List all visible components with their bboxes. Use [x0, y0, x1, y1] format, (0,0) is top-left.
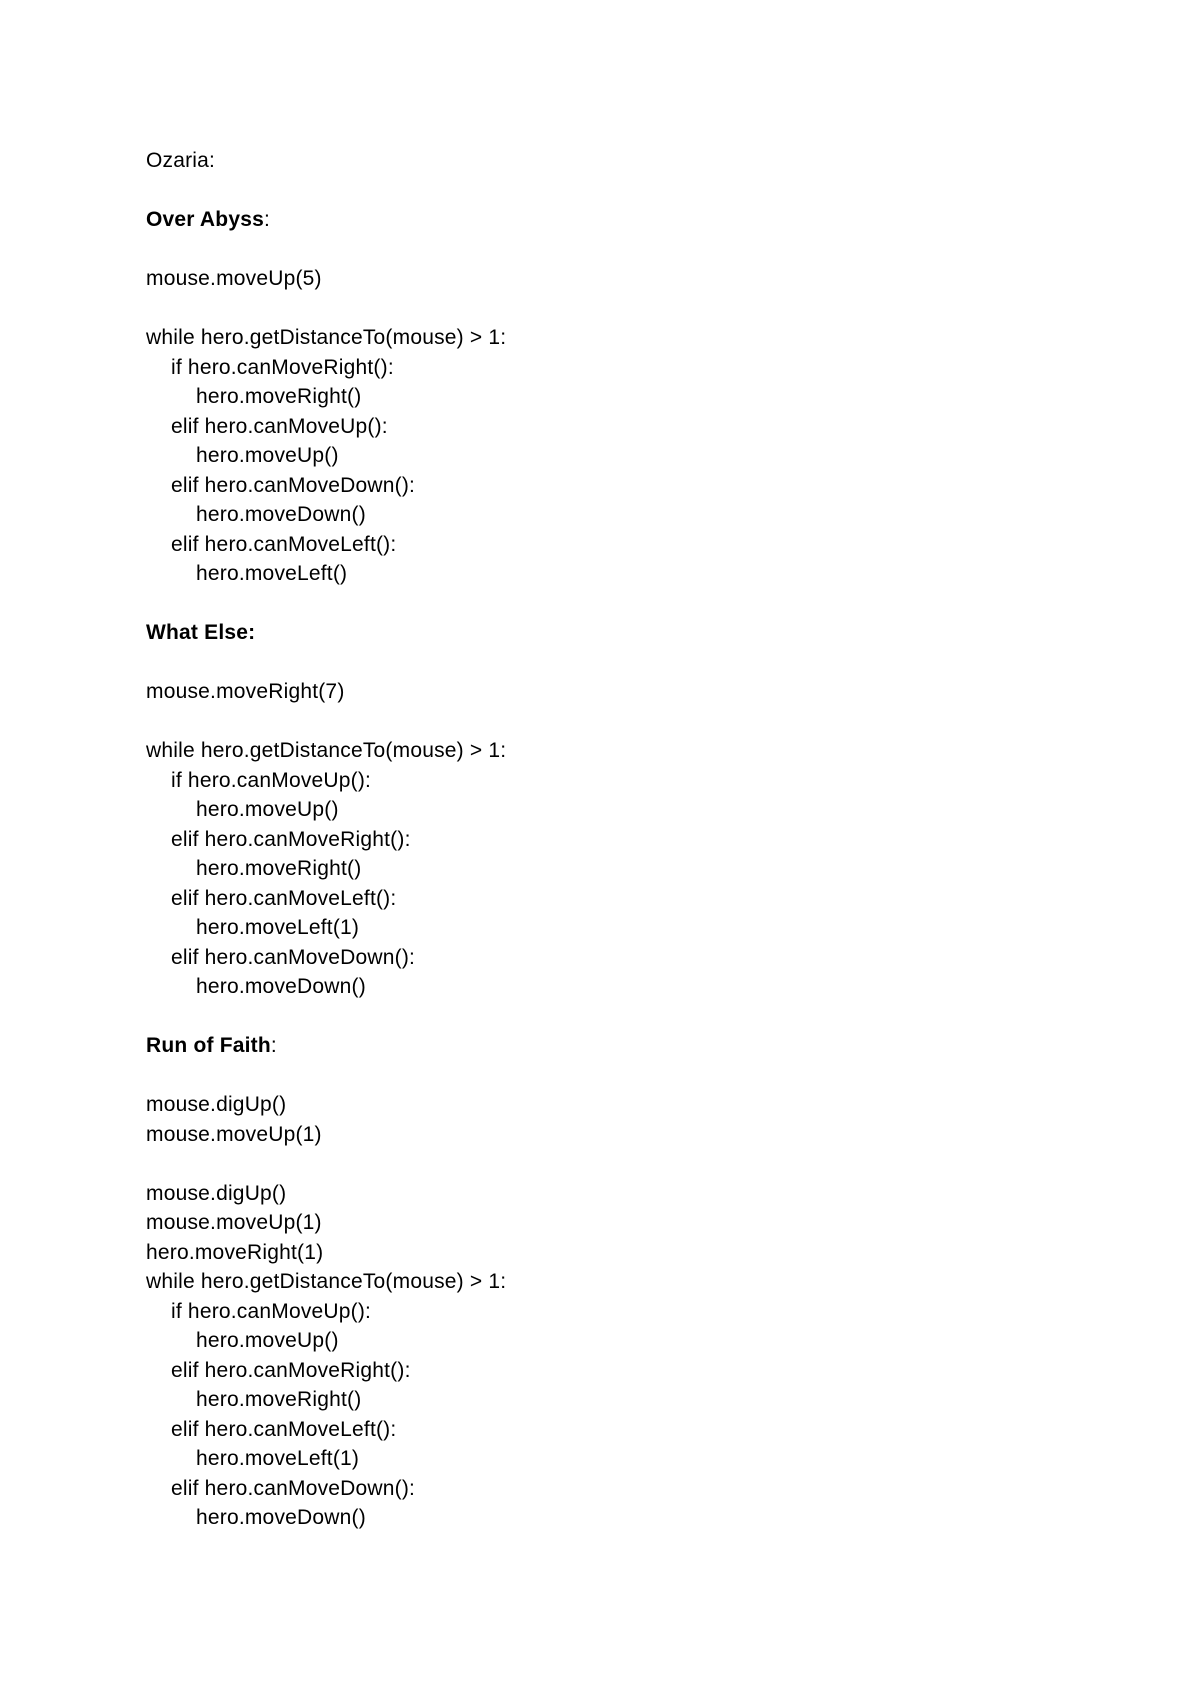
code-line: elif hero.canMoveDown():	[171, 473, 416, 497]
spacer	[146, 176, 1106, 206]
section-heading-suffix: :	[270, 1034, 277, 1057]
spacer	[146, 294, 1106, 324]
code-line: mouse.moveUp(1)	[146, 1122, 322, 1146]
spacer	[146, 707, 1106, 737]
code-line: hero.moveDown()	[196, 503, 366, 526]
code-line: elif hero.canMoveDown():	[171, 945, 416, 969]
section-heading-suffix: :	[263, 208, 270, 231]
section-heading	[146, 205, 1106, 235]
code-line: hero.moveUp()	[196, 444, 339, 467]
code-line: hero.moveLeft()	[196, 562, 348, 585]
spacer	[146, 1149, 1106, 1179]
document-body	[146, 146, 1106, 1533]
code-line: elif hero.canMoveRight():	[171, 827, 411, 851]
code-line: while hero.getDistanceTo(mouse) > 1:	[146, 739, 507, 762]
code-line: hero.moveRight()	[196, 385, 362, 408]
section-what-else	[146, 618, 1106, 1031]
code-line: hero.moveUp()	[196, 798, 339, 821]
code-line: while hero.getDistanceTo(mouse) > 1:	[146, 1270, 507, 1293]
section-run-of-faith	[146, 1031, 1106, 1533]
code-line: elif hero.canMoveRight():	[171, 1358, 411, 1382]
code-line: hero.moveRight(1)	[146, 1240, 324, 1264]
code-line: elif hero.canMoveLeft():	[171, 886, 397, 910]
section-heading-text: Over Abyss	[146, 208, 264, 231]
code-line: elif hero.canMoveUp():	[171, 414, 388, 438]
section-heading	[146, 618, 1106, 648]
code-line: hero.moveLeft(1)	[196, 916, 360, 939]
spacer	[146, 235, 1106, 265]
code-line: hero.moveDown()	[196, 975, 366, 998]
code-line: if hero.canMoveRight():	[171, 355, 394, 379]
code-line: hero.moveRight()	[196, 857, 362, 880]
section-heading	[146, 1031, 1106, 1061]
code-line: if hero.canMoveUp():	[171, 768, 372, 792]
spacer	[146, 589, 1106, 619]
code-line: elif hero.canMoveLeft():	[171, 1417, 397, 1441]
code-line: while hero.getDistanceTo(mouse) > 1:	[146, 326, 507, 349]
code-line: if hero.canMoveUp():	[171, 1299, 372, 1323]
spacer	[146, 1002, 1106, 1032]
section-heading-text: What Else:	[146, 621, 256, 644]
code-line: elif hero.canMoveDown():	[171, 1476, 416, 1500]
spacer	[146, 648, 1106, 678]
section-over-abyss	[146, 205, 1106, 618]
code-line: hero.moveLeft(1)	[196, 1447, 360, 1470]
code-line: mouse.moveRight(7)	[146, 680, 345, 703]
code-line: hero.moveUp()	[196, 1329, 339, 1352]
code-line: hero.moveRight()	[196, 1388, 362, 1411]
code-line: mouse.moveUp(1)	[146, 1211, 322, 1234]
code-line: hero.moveDown()	[196, 1506, 366, 1529]
spacer	[146, 1061, 1106, 1091]
document-title: Ozaria:	[146, 149, 216, 172]
code-line: elif hero.canMoveLeft():	[171, 532, 397, 556]
code-line: mouse.digUp()	[146, 1181, 287, 1205]
code-line: mouse.moveUp(5)	[146, 267, 322, 290]
code-line: mouse.digUp()	[146, 1093, 287, 1116]
section-heading-text: Run of Faith	[146, 1034, 271, 1057]
